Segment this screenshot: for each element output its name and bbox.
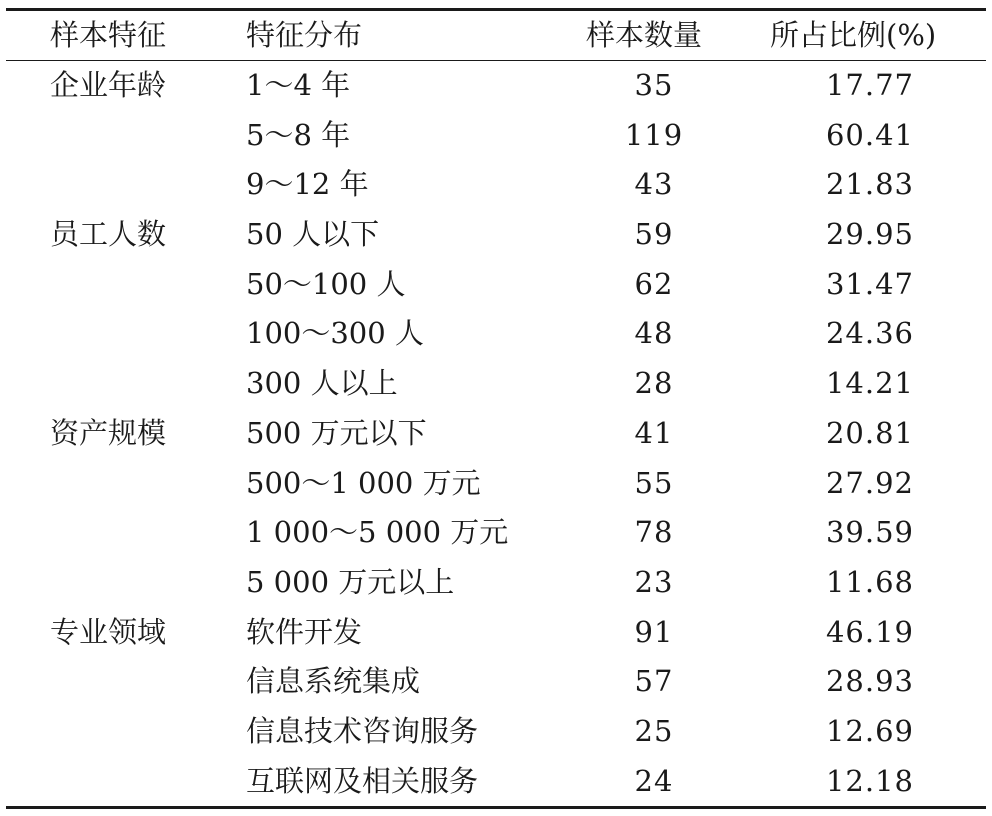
table-row	[6, 309, 986, 359]
table-body	[6, 61, 986, 806]
table-row	[6, 210, 986, 260]
table-row	[6, 260, 986, 310]
row-sample-feature: 专业领域	[50, 614, 167, 649]
row-percentage: 12.18	[825, 763, 915, 798]
row-feature-distribution: 500～1 000 万元	[246, 465, 481, 500]
row-feature-distribution: 信息系统集成	[246, 664, 421, 699]
row-sample-count: 43	[634, 167, 674, 202]
header-feature-distribution: 特征分布	[246, 18, 363, 52]
row-feature-distribution: 软件开发	[246, 614, 363, 649]
row-feature-distribution: 300 人以上	[246, 366, 398, 401]
row-percentage: 12.69	[825, 713, 915, 748]
row-percentage: 14.21	[825, 366, 915, 401]
row-feature-distribution: 信息技术咨询服务	[246, 713, 479, 748]
row-percentage: 21.83	[825, 167, 915, 202]
row-percentage: 11.68	[825, 564, 915, 599]
row-percentage: 29.95	[825, 217, 915, 252]
row-feature-distribution: 500 万元以下	[246, 415, 427, 450]
row-sample-count: 78	[634, 515, 674, 550]
row-sample-count: 23	[634, 564, 674, 599]
table-row	[6, 558, 986, 608]
row-feature-distribution: 5 000 万元以上	[246, 564, 455, 599]
row-percentage: 60.41	[825, 117, 915, 152]
table-row	[6, 608, 986, 658]
table-row	[6, 409, 986, 459]
row-sample-count: 24	[634, 763, 674, 798]
header-sample-feature: 样本特征	[50, 18, 167, 52]
row-sample-count: 28	[634, 366, 674, 401]
row-sample-count: 62	[634, 266, 674, 301]
row-feature-distribution: 1～4 年	[246, 68, 351, 102]
row-percentage: 17.77	[825, 68, 915, 102]
header-percentage: 所占比例(%)	[770, 18, 937, 52]
table-row	[6, 757, 986, 807]
row-sample-count: 48	[634, 316, 674, 351]
table-row	[6, 111, 986, 161]
row-percentage: 39.59	[825, 515, 915, 550]
row-sample-count: 119	[624, 117, 684, 152]
row-percentage: 20.81	[825, 415, 915, 450]
table-row	[6, 459, 986, 509]
sample-characteristics-table	[6, 8, 986, 809]
row-sample-count: 57	[634, 664, 674, 699]
row-percentage: 27.92	[825, 465, 915, 500]
row-sample-count: 91	[634, 614, 674, 649]
row-feature-distribution: 9～12 年	[246, 167, 369, 202]
row-sample-feature: 员工人数	[50, 217, 167, 252]
table-row	[6, 657, 986, 707]
header-sample-count: 样本数量	[586, 18, 703, 52]
table-row	[6, 508, 986, 558]
row-sample-count: 59	[634, 217, 674, 252]
table-row	[6, 61, 986, 111]
row-percentage: 46.19	[825, 614, 915, 649]
row-feature-distribution: 100～300 人	[246, 316, 424, 351]
row-sample-count: 55	[634, 465, 674, 500]
row-feature-distribution: 互联网及相关服务	[246, 763, 479, 798]
row-feature-distribution: 1 000～5 000 万元	[246, 515, 509, 550]
table-header-row	[6, 11, 986, 60]
table-row	[6, 707, 986, 757]
row-percentage: 24.36	[825, 316, 915, 351]
table-row	[6, 359, 986, 409]
row-sample-feature: 企业年龄	[50, 68, 167, 102]
row-percentage: 31.47	[825, 266, 915, 301]
table-row	[6, 160, 986, 210]
row-sample-feature: 资产规模	[50, 415, 167, 450]
row-feature-distribution: 5～8 年	[246, 117, 351, 152]
row-feature-distribution: 50 人以下	[246, 217, 380, 252]
row-sample-count: 25	[634, 713, 674, 748]
row-sample-count: 41	[634, 415, 674, 450]
row-sample-count: 35	[634, 68, 674, 102]
row-percentage: 28.93	[825, 664, 915, 699]
row-feature-distribution: 50～100 人	[246, 266, 406, 301]
table-bottom-rule	[6, 806, 986, 809]
